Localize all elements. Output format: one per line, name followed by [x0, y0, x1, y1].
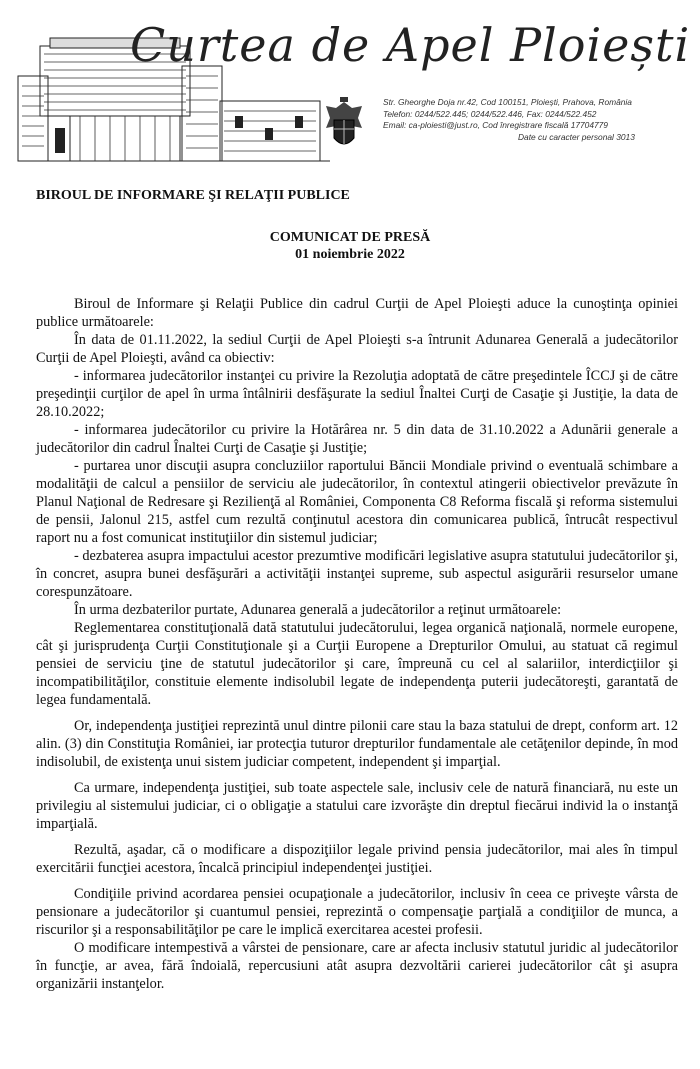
personal-data-line: Date cu caracter personal 3013 [518, 131, 635, 142]
paragraph: Biroul de Informare şi Relaţii Publice din cadrul Curţii de Apel Ploieşti aduce la cunoştinţa opiniei publice următoarele: [36, 296, 678, 330]
paragraph: Reglementarea constituţională dată statutului judecătorului, legea organică naţională, normele europene, cât şi jurisprudenţa Curţii Constituţionale şi a Curţii Europene a Drepturilor Omului, au statuat că regimul pensiei de serviciu ţine de statutul judecătorilor şi care, împreună cu cel al salariilor, interdicţiilor şi incompatibilităţilor, constituie elemente indisolubil legate de independenţa puterii judecătoreşti, garantată de legea fundamentală. [36, 620, 678, 708]
paragraph: În data de 01.11.2022, la sediul Curţii de Apel Ploieşti s-a întrunit Adunarea Generală a judecătorilor Curţii de Apel Ploieşti, având ca obiectiv: [36, 332, 678, 366]
phone-line: Telefon: 0244/522.445; 0244/522.446, Fax: 0244/522.452 [383, 108, 597, 119]
romanian-coat-of-arms-icon [322, 96, 366, 154]
paragraph: Condiţiile privind acordarea pensiei ocupaţionale a judecătorilor, inclusiv în ceea ce priveşte vârsta de pensionare a judecătorilor şi cuantumul pensiei, reprezintă o compensaţie parţială a condiţiilor de munca, a riscurilor şi a responsabilităţilor pe care le implică exercitarea acestei profesii. [36, 886, 678, 938]
paragraph: În urma dezbaterilor purtate, Adunarea generală a judecătorilor a reţinut următoarele: [74, 602, 562, 618]
address-line: Str. Gheorghe Doja nr.42, Cod 100151, Ploiești, Prahova, România [383, 97, 632, 107]
document-title: COMUNICAT DE PRESĂ [269, 230, 431, 245]
list-item: - informarea judecătorilor cu privire la Hotărârea nr. 5 din data de 31.10.2022 a Adunării generale a judecătorilor din cadrul Înaltei Curţi de Casaţie şi Justiţie; [36, 422, 678, 456]
letterhead [0, 0, 700, 170]
contact-info [383, 97, 683, 143]
list-item: - informarea judecătorilor instanţei cu privire la Rezoluţia adoptată de către preşedintele ÎCCJ şi de către preşedinţii curţilor de apel în urma întâlnirii desfăşurate la sediul Înaltei Curţi de Casaţie şi Justiţie, la data de 28.10.2022; [36, 368, 678, 420]
press-release-body [36, 295, 678, 993]
paragraph: Ca urmare, independenţa justiţiei, sub toate aspectele sale, inclusiv cele de natură financiară, nu este un privilegiu al sistemului judiciar, ci o obligaţie a statului care izvorăşte din dreptul fiecărui individ la o instanţă imparţială. [36, 780, 678, 832]
email-line: Email: ca-ploiesti@just.ro, Cod înregistrare fiscală 17704779 [383, 120, 608, 131]
list-item: - dezbaterea asupra impactului acestor prezumtive modificări legislative asupra statutului judecătorilor şi, în concret, asupra bunei desfăşurări a activităţii instanţei supreme, sub aspectul asigurării resurselor umane corespunzătoare. [36, 548, 678, 600]
paragraph: O modificare intempestivă a vârstei de pensionare, care ar afecta inclusiv statutul juridic al judecătorilor în funcţie, ar avea, fără îndoială, repercusiuni atât asupra dezvoltării carierei judecătorilor cât şi asupra organizării instanţelor. [36, 940, 678, 992]
court-name: Curtea de Apel Ploiești [130, 18, 691, 72]
paragraph: Rezultă, aşadar, că o modificare a dispoziţiilor legale privind pensia judecătorilor, mai ales în timpul exercitării funcţiei acestora, încalcă principiul independenţei justiţiei. [36, 842, 678, 876]
document-date: 01 noiembrie 2022 [295, 247, 405, 262]
department-heading: BIROUL DE INFORMARE ŞI RELAŢII PUBLICE [36, 188, 350, 203]
paragraph: Or, independenţa justiţiei reprezintă unul dintre pilonii care stau la baza statului de drept, conform art. 12 alin. (3) din Constituţia României, iar protecţia tuturor drepturilor fundamentale ale cetăţenilor depinde, în mod indisolubil, de existenţa unui sistem judiciar competent, independent şi imparţial. [36, 718, 678, 770]
list-item: - purtarea unor discuţii asupra concluziilor raportului Băncii Mondiale privind o eventuală schimbare a modalităţii de calcul a pensiilor de serviciu ale judecătorilor, în contextul atingerii obiectivelor prevăzute în Planul Naţional de Redresare şi Rezilienţă al României, Componenta C8 Reforma fiscală şi reforma sistemului de pensii, Jalonul 215, astfel cum rezultă conţinutul acestora din comunicarea publică, întrucât respectivul raport nu a fost comunicat instituţiilor din sistemul judiciar; [36, 458, 678, 546]
